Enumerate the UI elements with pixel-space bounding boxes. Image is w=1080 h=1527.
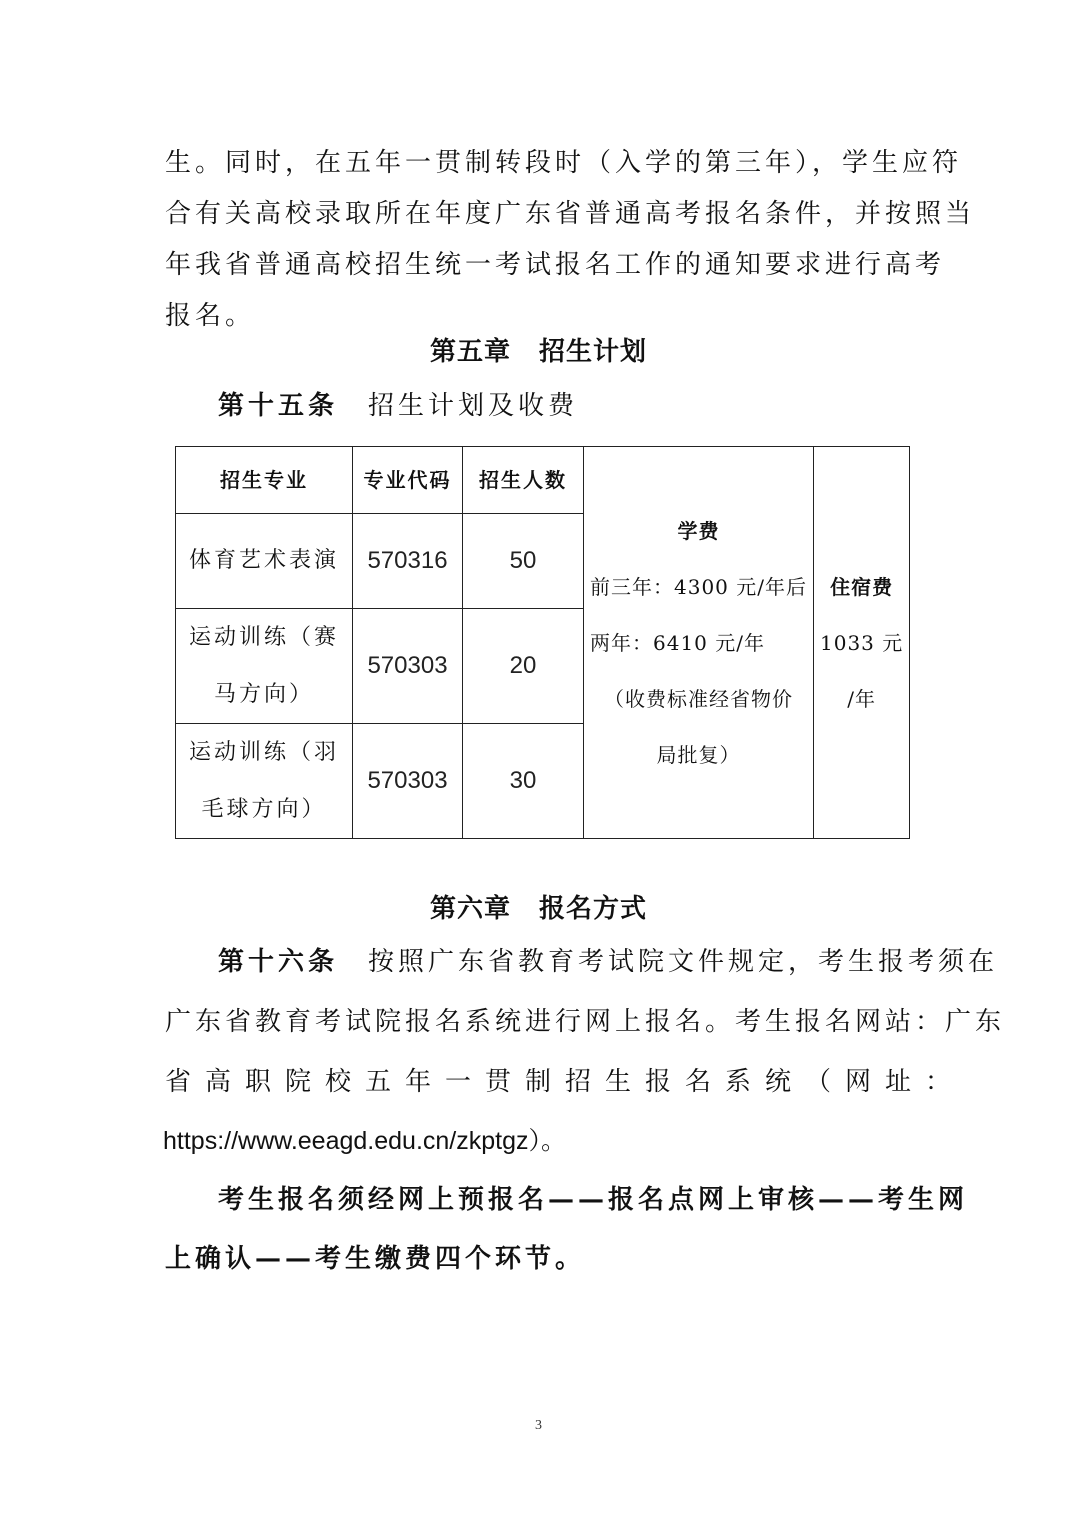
chapter6-label: 第六章 <box>430 894 512 924</box>
tuition-line: 两年：6410 元/年 <box>590 630 765 655</box>
procedure-line-1: 考生报名须经网上预报名——报名点网上审核——考生网 <box>218 1185 969 1215</box>
tuition-cell <box>584 447 814 839</box>
row1-major: 体育艺术表演 <box>176 514 353 609</box>
intro-line-1: 生。同时，在五年一贯制转段时（入学的第三年），学生应符 <box>165 148 963 178</box>
dorm-fee-line: /年 <box>847 686 876 711</box>
header-code: 专业代码 <box>353 447 463 514</box>
dorm-fee-cell <box>814 447 910 839</box>
dorm-fee-line: 1033 元 <box>820 630 904 655</box>
chapter6-title: 报名方式 <box>539 894 648 924</box>
page-number: 3 <box>535 1418 542 1433</box>
chapter5-heading <box>430 335 647 369</box>
row1-code: 570316 <box>353 514 463 609</box>
article16-line-3: 省高职院校五年一贯制招生报名系统（网址： <box>165 1067 966 1097</box>
chapter5-title: 招生计划 <box>539 337 648 367</box>
article15-text: 招生计划及收费 <box>368 391 579 421</box>
row2-count: 20 <box>463 609 584 724</box>
table-header-row <box>176 447 910 514</box>
row3-code: 570303 <box>353 724 463 839</box>
chapter5-label: 第五章 <box>430 337 512 367</box>
tuition-title: 学费 <box>677 518 720 543</box>
row2-major-line2: 马方向） <box>213 682 314 707</box>
row3-major <box>176 724 353 839</box>
row3-major-line1: 运动训练（羽 <box>188 740 339 765</box>
header-major: 招生专业 <box>176 447 353 514</box>
row2-major <box>176 609 353 724</box>
tuition-line: 局批复） <box>656 742 741 767</box>
dorm-fee-title: 住宿费 <box>830 574 894 599</box>
row2-major-line1: 运动训练（赛 <box>188 625 339 650</box>
registration-url: https://www.eeagd.edu.cn/zkptgz）。 <box>163 1127 566 1155</box>
article16-label: 第十六条 <box>218 947 339 977</box>
procedure-line-2: 上确认——考生缴费四个环节。 <box>165 1244 586 1274</box>
article15 <box>218 389 578 423</box>
row3-major-line2: 毛球方向） <box>201 797 327 822</box>
tuition-line: （收费标准经省物价 <box>604 686 793 711</box>
article16-line-2: 广东省教育考试院报名系统进行网上报名。考生报名网站：广东 <box>165 1007 1006 1037</box>
enrollment-plan-table <box>175 446 910 839</box>
row3-count: 30 <box>463 724 584 839</box>
header-count: 招生人数 <box>463 447 584 514</box>
row2-code: 570303 <box>353 609 463 724</box>
chapter6-heading <box>430 892 647 926</box>
article16-line-1 <box>218 945 999 979</box>
article16-text-1: 按照广东省教育考试院文件规定，考生报考须在 <box>368 947 999 977</box>
row1-count: 50 <box>463 514 584 609</box>
intro-line-4: 报名。 <box>165 301 256 331</box>
intro-line-2: 合有关高校录取所在年度广东省普通高考报名条件，并按照当 <box>165 199 976 229</box>
article15-label: 第十五条 <box>218 391 339 421</box>
tuition-line: 前三年：4300 元/年后 <box>590 574 807 599</box>
intro-line-3: 年我省普通高校招生统一考试报名工作的通知要求进行高考 <box>165 250 946 280</box>
